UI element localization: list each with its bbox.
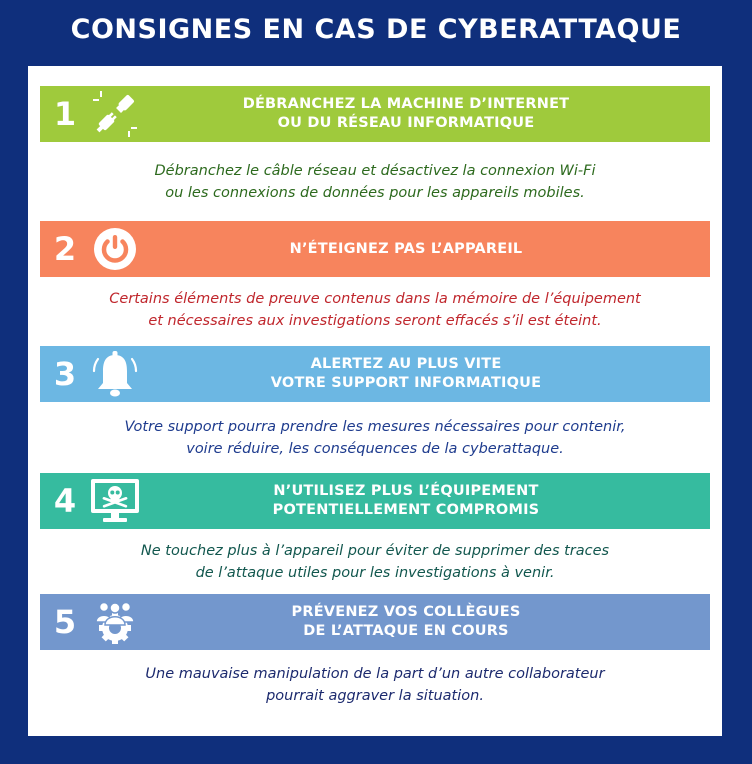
step-2-band <box>40 221 710 277</box>
step-3-text: Votre support pourra prendre les mesures nécessaires pour contenir, voire réduire, les conséquences de la cyberattaque. <box>124 419 626 457</box>
step-number: 2 <box>53 230 77 268</box>
step-heading: PRÉVENEZ VOS COLLÈGUES DE L’ATTAQUE EN COURS <box>291 604 521 639</box>
step-heading: N’UTILISEZ PLUS L’ÉQUIPEMENT POTENTIELLEMENT COMPROMIS <box>272 483 540 518</box>
step-number: 4 <box>53 482 77 520</box>
step-number: 1 <box>53 95 77 133</box>
step-number: 5 <box>53 603 77 641</box>
page-title: CONSIGNES EN CAS DE CYBERATTAQUE <box>70 14 682 45</box>
step-5-band <box>40 594 710 650</box>
step-heading: N’ÉTEIGNEZ PAS L’APPAREIL <box>289 240 523 257</box>
step-3-band <box>40 346 710 402</box>
step-1-text: Débranchez le câble réseau et désactivez la connexion Wi-Fi ou les connexions de données pour les appareils mobiles. <box>154 163 596 201</box>
bell-icon <box>88 348 142 400</box>
step-number: 3 <box>53 355 77 393</box>
unplug-icon <box>88 88 142 140</box>
skull-monitor-icon <box>88 475 142 527</box>
power-icon <box>88 223 142 275</box>
instructions-panel <box>28 66 722 736</box>
step-2-text: Certains éléments de preuve contenus dans la mémoire de l’équipement et nécessaires aux investigations seront effacés s’il est éteint. <box>109 291 641 329</box>
step-4-band <box>40 473 710 529</box>
step-heading: DÉBRANCHEZ LA MACHINE D’INTERNET OU DU RÉSEAU INFORMATIQUE <box>242 96 570 131</box>
step-heading: ALERTEZ AU PLUS VITE VOTRE SUPPORT INFORMATIQUE <box>270 356 542 391</box>
step-1-band <box>40 86 710 142</box>
team-gear-icon <box>88 596 142 648</box>
step-4-text: Ne touchez plus à l’appareil pour éviter de supprimer des traces de l’attaque utiles pour les investigations à venir. <box>140 543 610 581</box>
step-5-text: Une mauvaise manipulation de la part d’un autre collaborateur pourrait aggraver la situation. <box>145 666 605 704</box>
